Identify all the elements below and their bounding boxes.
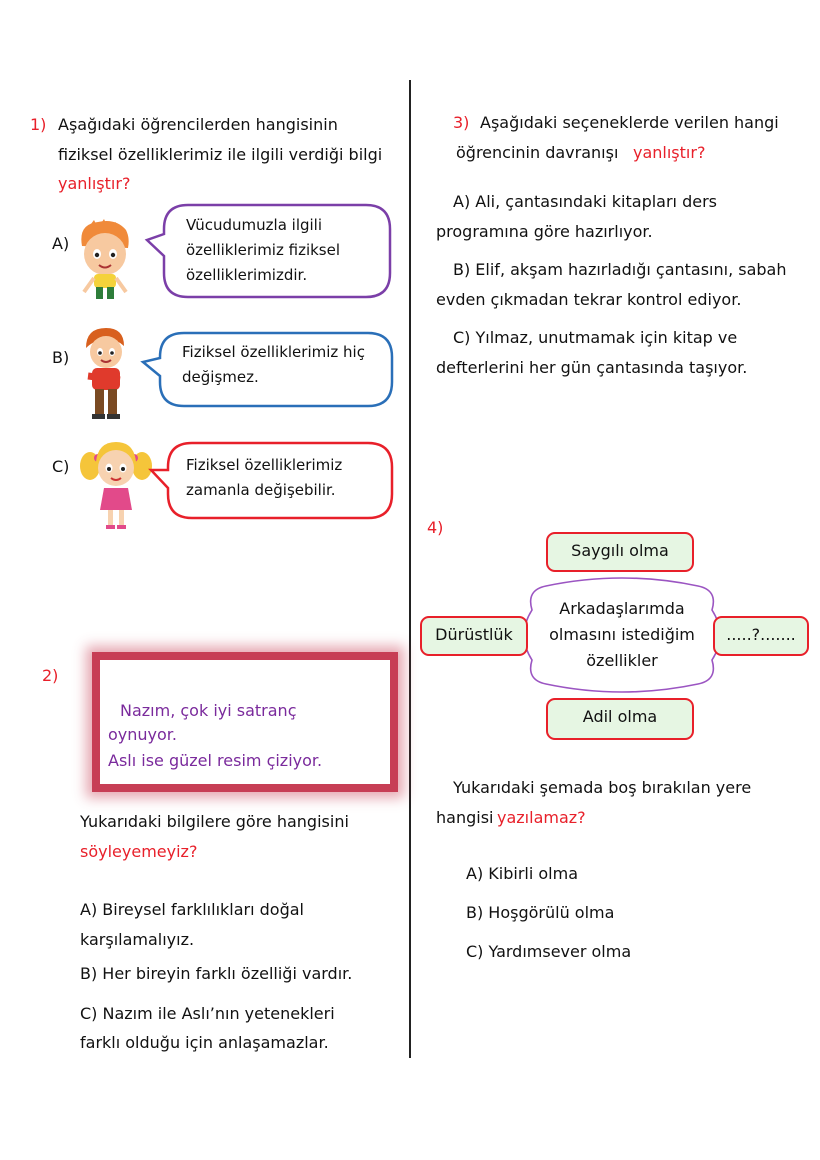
center-text-line: Arkadaşlarımda bbox=[559, 599, 685, 618]
question-highlight: yanlıştır? bbox=[58, 174, 131, 193]
frame-text-line: oynuyor. bbox=[108, 725, 177, 744]
option-b: B) Hoşgörülü olma bbox=[466, 903, 615, 922]
diagram-box-top: Saygılı olma bbox=[546, 532, 694, 572]
question-number: 4) bbox=[427, 518, 444, 537]
diagram-box-bottom: Adil olma bbox=[546, 698, 694, 740]
question-highlight: yazılamaz? bbox=[497, 808, 586, 827]
girl-character-icon bbox=[76, 440, 156, 532]
bubble-text-line: Fiziksel özelliklerimiz bbox=[186, 456, 343, 474]
option-a-line: karşılamalıyız. bbox=[80, 930, 195, 949]
option-a-line: programına göre hazırlıyor. bbox=[436, 222, 653, 241]
option-label: B) bbox=[52, 348, 70, 367]
option-a-line: A) Bireysel farklılıkları doğal bbox=[80, 900, 304, 919]
option-c-line: C) Yılmaz, unutmamak için kitap ve bbox=[453, 328, 738, 347]
bubble-text-line: zamanla değişebilir. bbox=[186, 481, 336, 499]
column-divider bbox=[409, 80, 411, 1058]
diagram-box-left: Dürüstlük bbox=[420, 616, 528, 656]
question-number: 1) bbox=[30, 115, 47, 134]
center-text-line: özellikler bbox=[586, 651, 658, 670]
question-text-line: Yukarıdaki bilgilere göre hangisini bbox=[80, 812, 349, 831]
option-b-line: evden çıkmadan tekrar kontrol ediyor. bbox=[436, 290, 742, 309]
center-text-line: olmasını istediğim bbox=[549, 625, 695, 644]
question-text-line: fiziksel özelliklerimiz ile ilgili verdiği bilgi bbox=[58, 145, 383, 164]
question-text-line: Aşağıdaki seçeneklerde verilen hangi bbox=[480, 113, 779, 132]
question-number: 3) bbox=[453, 113, 470, 132]
option-c-line: farklı olduğu için anlaşamazlar. bbox=[80, 1033, 329, 1052]
center-concept bbox=[540, 596, 704, 674]
boy-character-icon bbox=[68, 218, 142, 304]
info-frame bbox=[92, 652, 398, 792]
boy-character-icon bbox=[74, 326, 134, 422]
question-text-line: Aşağıdaki öğrencilerden hangisinin bbox=[58, 115, 338, 134]
bubble-text-line: özelliklerimizdir. bbox=[186, 266, 308, 284]
question-highlight: söyleyemeyiz? bbox=[80, 842, 198, 861]
frame-text-line: Nazım, çok iyi satranç bbox=[120, 701, 297, 720]
option-a-line: A) Ali, çantasındaki kitapları ders bbox=[453, 192, 717, 211]
question-text-line: hangisi bbox=[436, 808, 494, 827]
option-label: C) bbox=[52, 457, 70, 476]
bubble-text-line: değişmez. bbox=[182, 368, 259, 386]
bubble-text-line: Vücudumuzla ilgili bbox=[186, 216, 323, 234]
question-text-line: öğrencinin davranışı bbox=[456, 143, 619, 162]
question-highlight: yanlıştır? bbox=[633, 143, 706, 162]
option-b-line: B) Elif, akşam hazırladığı çantasını, sabah bbox=[453, 260, 787, 279]
option-b-line: B) Her bireyin farklı özelliği vardır. bbox=[80, 964, 353, 983]
option-label: A) bbox=[52, 234, 70, 253]
question-text-line: Yukarıdaki şemada boş bırakılan yere bbox=[453, 778, 752, 797]
option-c-line: C) Nazım ile Aslı’nın yetenekleri bbox=[80, 1004, 335, 1023]
option-c-line: defterlerini her gün çantasında taşıyor. bbox=[436, 358, 748, 377]
bubble-text-line: özelliklerimiz fiziksel bbox=[186, 241, 341, 259]
question-number: 2) bbox=[42, 666, 59, 685]
option-a: A) Kibirli olma bbox=[466, 864, 578, 883]
diagram-box-right-blank: .....?....... bbox=[713, 616, 809, 656]
bubble-text-line: Fiziksel özelliklerimiz hiç bbox=[182, 343, 365, 361]
frame-text-line: Aslı ise güzel resim çiziyor. bbox=[108, 751, 323, 770]
option-c: C) Yardımsever olma bbox=[466, 942, 632, 961]
